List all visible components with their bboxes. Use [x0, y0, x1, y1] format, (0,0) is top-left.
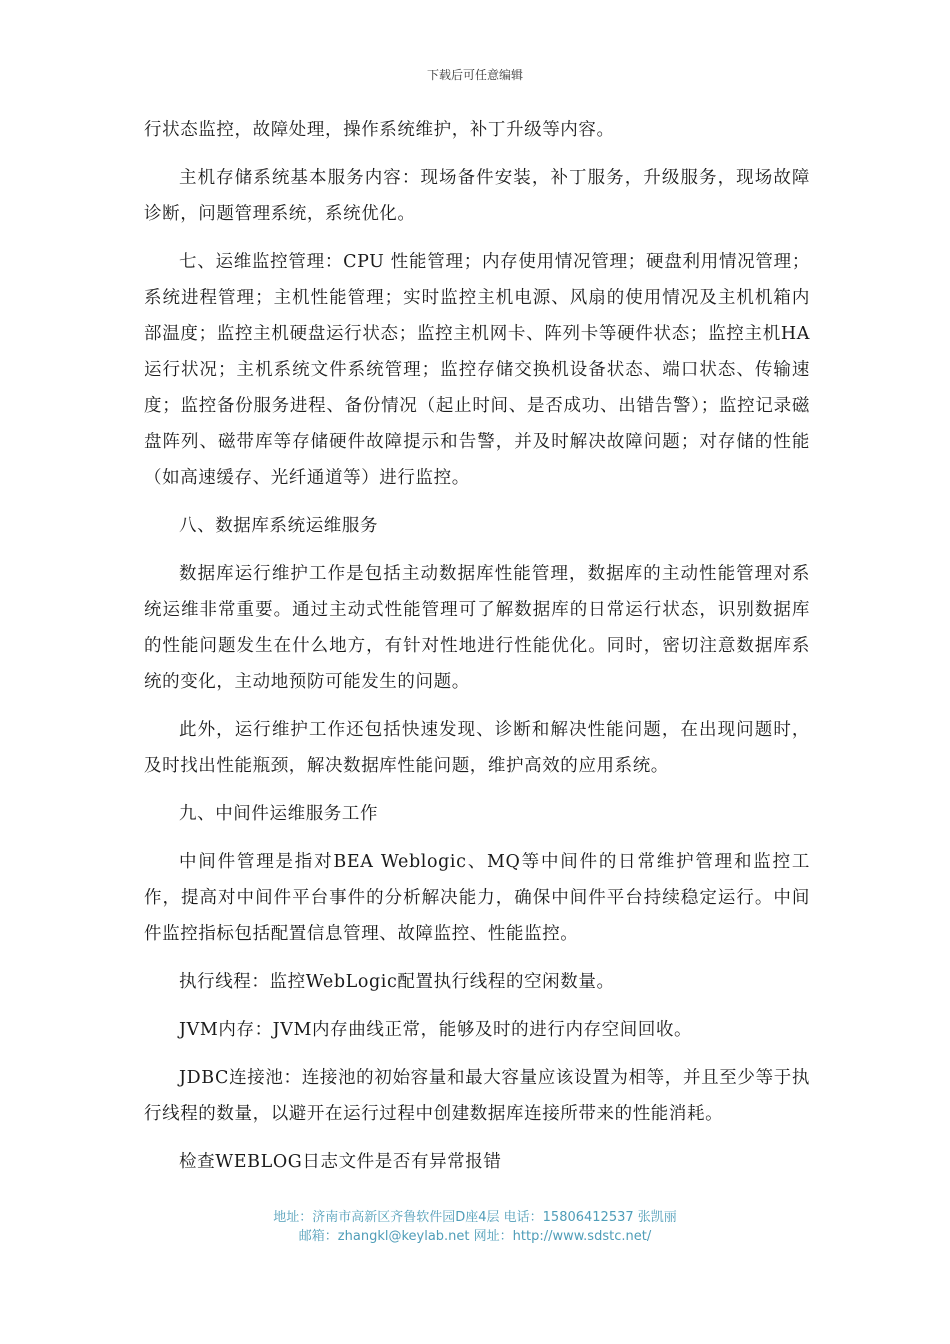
- paragraph: 中间件管理是指对BEA Weblogic、MQ等中间件的日常维护管理和监控工作，提高对中间件平台事件的分析解决能力，确保中间件平台持续稳定运行。中间件监控指标包括配置信息管理、故障监控、性能监控。: [144, 852, 810, 944]
- paragraph: 执行线程：监控WebLogic配置执行线程的空闲数量。: [179, 972, 615, 992]
- paragraph: JVM内存：JVM内存曲线正常，能够及时的进行内存空间回收。: [179, 1020, 693, 1040]
- paragraph: 主机存储系统基本服务内容：现场备件安装，补丁服务，升级服务，现场故障诊断，问题管理系统，系统优化。: [144, 168, 810, 224]
- section-heading: 九、中间件运维服务工作: [179, 804, 379, 824]
- document-body: [144, 112, 810, 1192]
- paragraph: 行状态监控，故障处理，操作系统维护，补丁升级等内容。: [144, 120, 615, 140]
- paragraph: 七、运维监控管理：CPU 性能管理；内存使用情况管理；硬盘利用情况管理；系统进程管理；主机性能管理；实时监控主机电源、风扇的使用情况及主机机箱内部温度；监控主机硬盘运行状态；监控主机网卡、阵列卡等硬件状态；监控主机HA运行状况；主机系统文件系统管理；监控存储交换机设备状态、端口状态、传输速度；监控备份服务进程、备份情况（起止时间、是否成功、出错告警）；监控记录磁盘阵列、磁带库等存储硬件故障提示和告警，并及时解决故障问题；对存储的性能（如高速缓存、光纤通道等）进行监控。: [144, 252, 810, 488]
- section-heading: 八、数据库系统运维服务: [179, 516, 379, 536]
- page-header: 下载后可任意编辑: [426, 68, 523, 82]
- paragraph: JDBC连接池：连接池的初始容量和最大容量应该设置为相等，并且至少等于执行线程的数量，以避开在运行过程中创建数据库连接所带来的性能消耗。: [144, 1068, 810, 1124]
- paragraph: 检查WEBLOG日志文件是否有异常报错: [179, 1152, 502, 1172]
- paragraph: 此外，运行维护工作还包括快速发现、诊断和解决性能问题，在出现问题时，及时找出性能瓶颈，解决数据库性能问题，维护高效的应用系统。: [144, 720, 810, 776]
- footer-address-line: 地址：济南市高新区齐鲁软件园D座4层 电话：15806412537 张凯丽: [273, 1210, 677, 1225]
- page-footer: [0, 1208, 950, 1246]
- footer-contact-line: 邮箱：zhangkl@keylab.net 网址：http://www.sdstc.net/: [298, 1229, 652, 1244]
- paragraph: 数据库运行维护工作是包括主动数据库性能管理，数据库的主动性能管理对系统运维非常重要。通过主动式性能管理可了解数据库的日常运行状态，识别数据库的性能问题发生在什么地方，有针对性地进行性能优化。同时，密切注意数据库系统的变化，主动地预防可能发生的问题。: [144, 564, 810, 692]
